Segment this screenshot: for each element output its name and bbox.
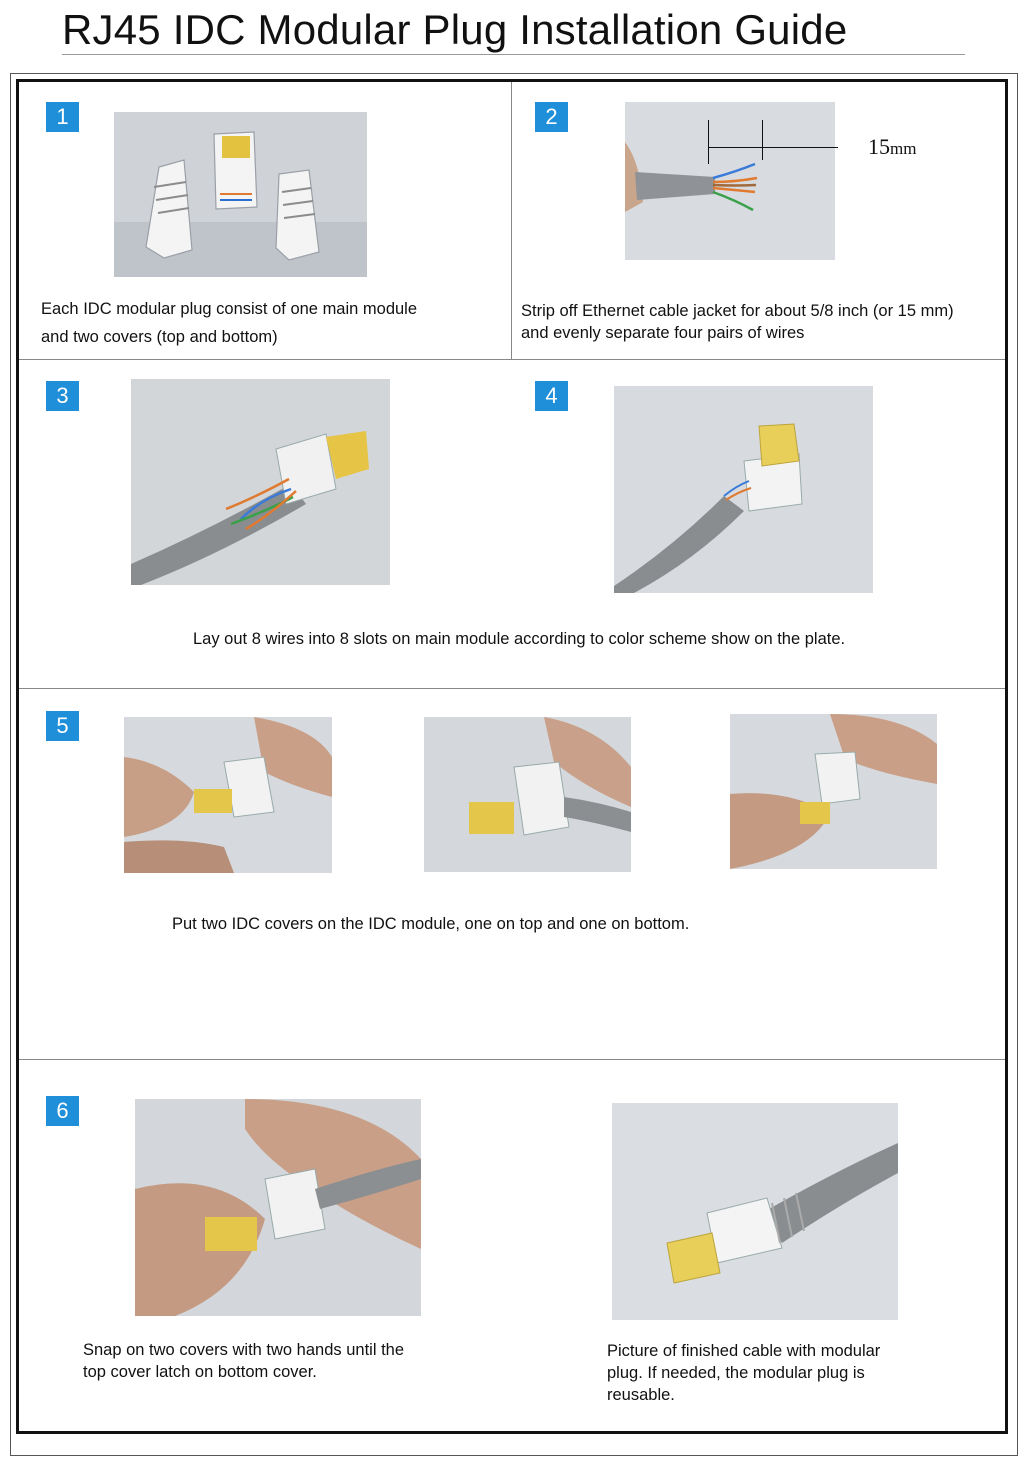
finished-cable-photo	[612, 1103, 898, 1320]
step-1-photo	[114, 112, 367, 277]
step-1-caption	[41, 298, 417, 348]
step-2-caption-line-1: Strip off Ethernet cable jacket for about 5/8 inch (or 15 mm)	[521, 302, 954, 320]
step-6-photo	[135, 1099, 421, 1316]
step-4-photo	[614, 386, 873, 593]
step-3-photo	[131, 379, 390, 585]
step-2-photo	[625, 102, 835, 260]
step-2-caption	[521, 300, 954, 344]
step-5-photo-c	[730, 714, 937, 869]
step-6-caption	[83, 1339, 404, 1383]
row-divider-3	[19, 1059, 1005, 1060]
step-6-caption-line-1: Snap on two covers with two hands until the	[83, 1341, 405, 1359]
step-6-caption-line-2: top cover latch on bottom cover.	[83, 1363, 317, 1381]
step-3-4-caption: Lay out 8 wires into 8 slots on main module according to color scheme show on the plate.	[193, 630, 846, 648]
step-6-badge: 6	[46, 1096, 79, 1126]
step-5-photo-a	[124, 717, 332, 873]
step-1-caption-line-2: and two covers (top and bottom)	[41, 328, 278, 346]
step-5-photo-b	[424, 717, 631, 872]
step-1-caption-line-1: Each IDC modular plug consist of one main module	[41, 300, 418, 318]
dimension-tick-right	[762, 120, 763, 160]
step-2-badge: 2	[535, 102, 568, 132]
step-5-caption-line-1: Put two IDC covers on the IDC module, one on top and one on bottom.	[172, 915, 690, 933]
dimension-value: 15	[868, 134, 890, 159]
step-1-badge: 1	[46, 102, 79, 132]
step-4-badge: 4	[535, 381, 568, 411]
step-5-badge: 5	[46, 711, 79, 741]
column-divider-top	[511, 82, 512, 359]
step-5-caption	[172, 913, 689, 935]
finished-caption-line-2: plug. If needed, the modular plug is	[607, 1364, 865, 1382]
dimension-unit: mm	[890, 139, 917, 158]
finished-caption-line-3: reusable.	[607, 1386, 675, 1404]
dimension-tick-left	[708, 120, 709, 164]
step-3-badge: 3	[46, 381, 79, 411]
row-divider-1	[19, 359, 1005, 360]
page-title: RJ45 IDC Modular Plug Installation Guide	[62, 6, 848, 53]
step-2-caption-line-2: and evenly separate four pairs of wires	[521, 324, 805, 342]
row-divider-2	[19, 688, 1005, 689]
dimension-leader	[708, 147, 838, 148]
title-underline	[62, 54, 965, 55]
finished-caption-line-1: Picture of finished cable with modular	[607, 1342, 881, 1360]
dimension-label	[868, 134, 916, 160]
finished-caption	[607, 1340, 880, 1406]
